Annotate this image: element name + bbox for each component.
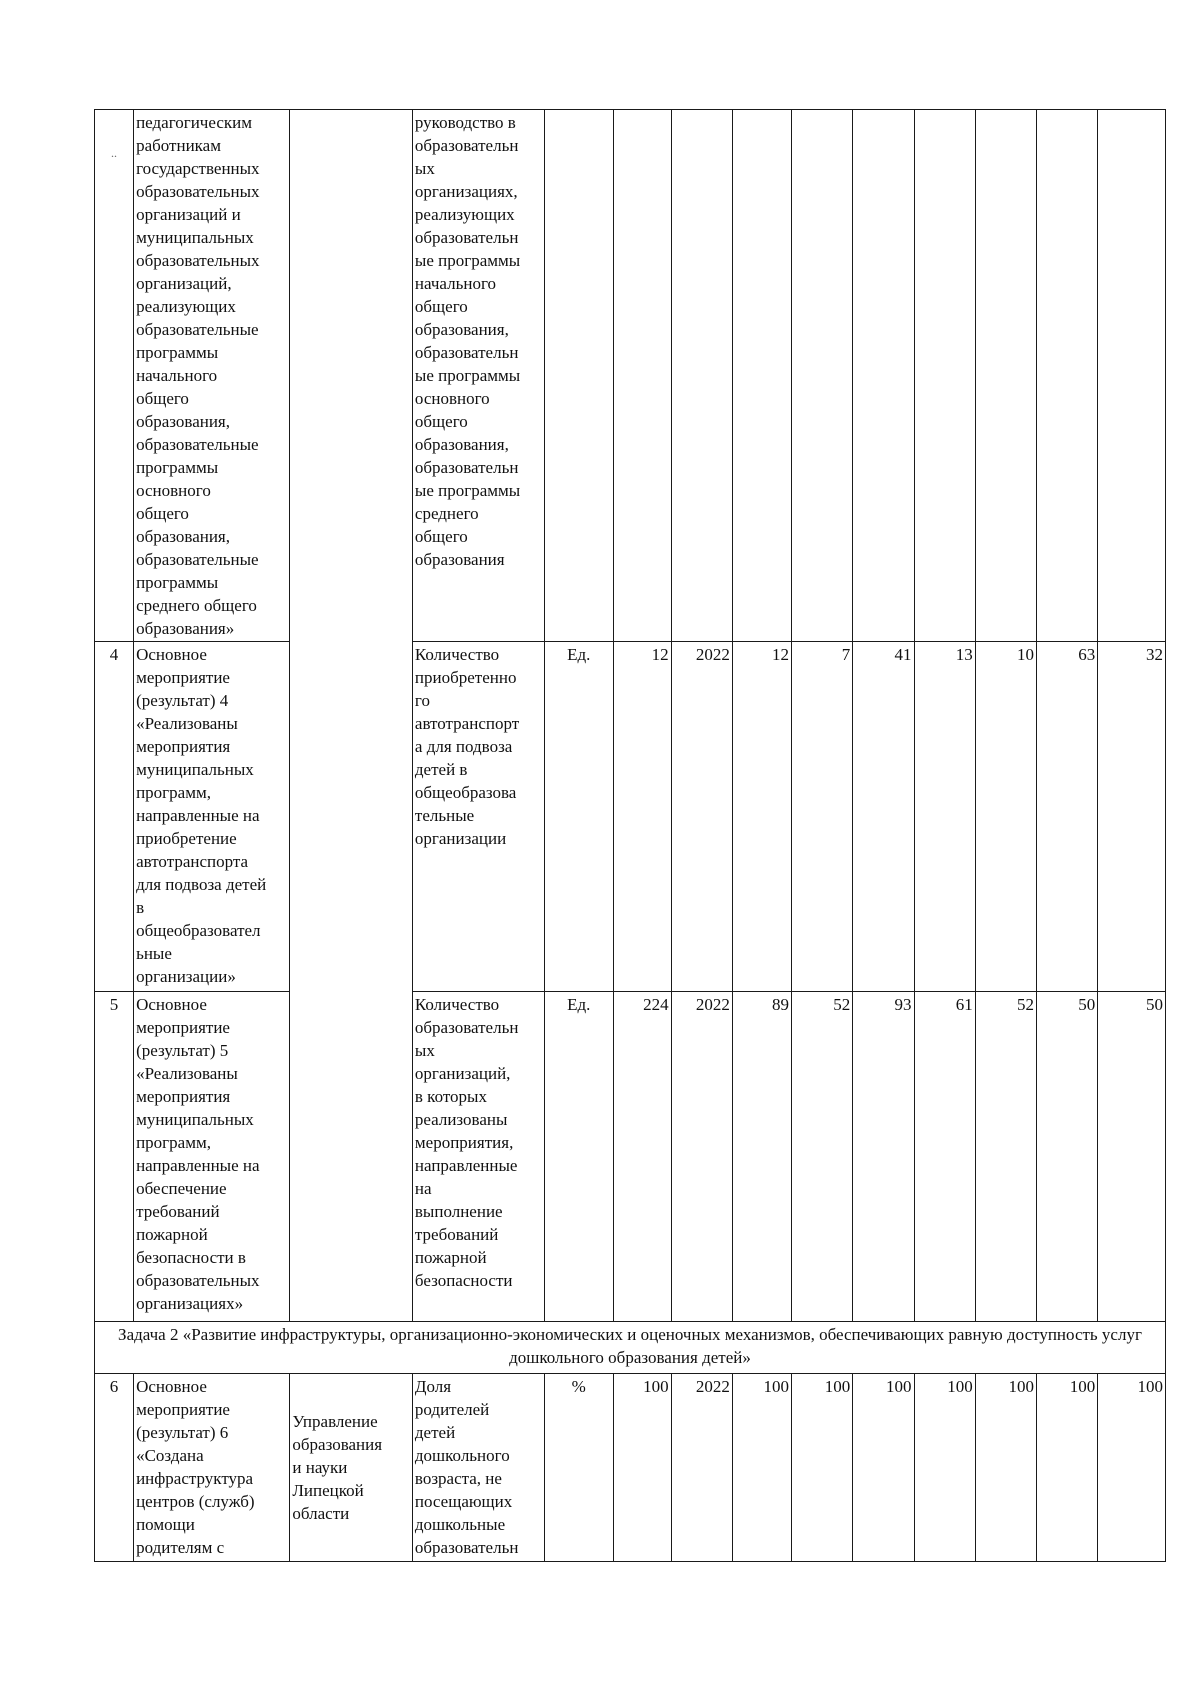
value-cell: 10 [975,642,1036,992]
activity-text: Основное мероприятие (результат) 4 «Реализованы мероприятия муниципальных программ, направленные на приобретение автотранспорта для подвоза детей в общеобразовател ьные организации» [136,645,267,986]
value-cell: 2022 [671,642,732,992]
indicator-text: Доля родителей детей дошкольного возраста, не посещающих дошкольные образовательн [414,1377,519,1557]
unit-cell: Ед. [544,642,613,992]
value-cell: 100 [732,1374,791,1562]
value-cell [914,110,975,642]
indicators-table [94,109,1166,1562]
row-number-cell: 5 [95,992,134,1322]
value-cell: 7 [792,642,853,992]
value-cell [671,110,732,642]
activity-cell [134,992,290,1322]
value-cell [975,110,1036,642]
responsible-cell [290,1374,413,1562]
value-cell: 61 [914,992,975,1322]
indicator-cell [412,992,544,1322]
indicator-text: Количество приобретенно го автотранспорт а для подвоза детей в общеобразова тельные организации [414,645,520,848]
value-cell: 13 [914,642,975,992]
value-cell: 63 [1037,642,1098,992]
row-number-cell: 6 [95,1374,134,1562]
value-cell: 32 [1098,642,1166,992]
value-cell: 2022 [671,1374,732,1562]
value-cell: 100 [975,1374,1036,1562]
value-cell: 50 [1098,992,1166,1322]
activity-text: Основное мероприятие (результат) 5 «Реализованы мероприятия муниципальных программ, направленные на обеспечение требований пожарной безопасности в образовательных организациях» [136,995,260,1313]
unit-cell [544,110,613,642]
indicator-cell [412,110,544,642]
value-cell: 100 [792,1374,853,1562]
activity-cell [134,1374,290,1562]
value-cell: 52 [975,992,1036,1322]
activity-cell [134,110,290,642]
value-cell: 100 [1037,1374,1098,1562]
unit-cell: Ед. [544,992,613,1322]
value-cell [853,110,914,642]
value-cell: 12 [613,642,671,992]
value-cell: 100 [853,1374,914,1562]
activity-text: Основное мероприятие (результат) 6 «Создана инфраструктура центров (служб) помощи родителям с [136,1377,255,1557]
task-heading: Задача 2 «Развитие инфраструктуры, организационно-экономических и оценочных механизмов, обеспечивающих равную доступность услуг дошкольного образования детей» [95,1322,1166,1374]
row-mark: .. [111,146,118,160]
value-cell: 100 [914,1374,975,1562]
value-cell [792,110,853,642]
value-cell: 52 [792,992,853,1322]
responsible-cell [290,110,413,1322]
value-cell: 93 [853,992,914,1322]
indicator-text: Количество образовательн ых организаций, в которых реализованы мероприятия, направленные на выполнение требований пожарной безопасности [414,995,519,1290]
table-row [95,110,1166,642]
table-row [95,1374,1166,1562]
value-cell: 100 [613,1374,671,1562]
indicator-text: руководство в образовательн ых организациях, реализующих образовательн ые программы начального общего образования, образовательн ые программы основного общего образования, образовательн ые программы среднего общего образования [414,113,521,569]
value-cell [613,110,671,642]
responsible-text: Управление образования и науки Липецкой области [292,1412,383,1523]
unit-cell: % [544,1374,613,1562]
value-cell: 50 [1037,992,1098,1322]
value-cell: 41 [853,642,914,992]
value-cell [1037,110,1098,642]
activity-text: педагогическим работникам государственных образовательных организаций и муниципальных образовательных организаций, реализующих образовательные программы начального общего образования, образовательные программы основного общего образования, образовательные программы среднего общего образования» [136,113,260,638]
value-cell: 224 [613,992,671,1322]
value-cell: 12 [732,642,791,992]
row-number-cell: 4 [95,642,134,992]
value-cell: 89 [732,992,791,1322]
row-number-cell [95,110,134,642]
value-cell [1098,110,1166,642]
task-heading-row [95,1322,1166,1374]
value-cell [732,110,791,642]
value-cell: 100 [1098,1374,1166,1562]
value-cell: 2022 [671,992,732,1322]
indicator-cell [412,642,544,992]
table-row [95,642,1166,992]
indicator-cell [412,1374,544,1562]
activity-cell [134,642,290,992]
table-row [95,992,1166,1322]
